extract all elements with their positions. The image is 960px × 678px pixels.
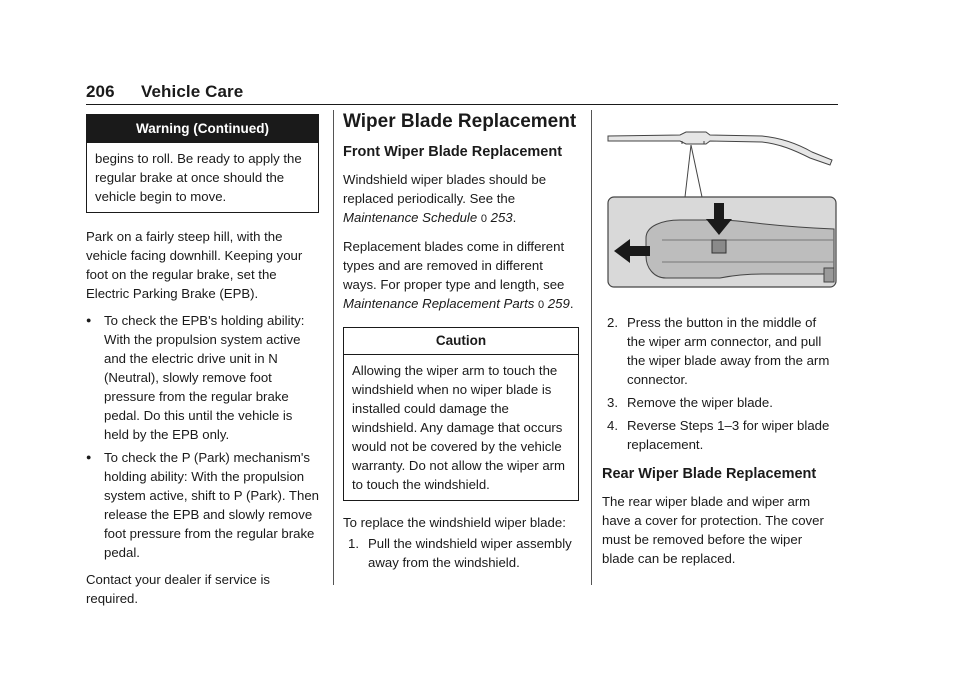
column-1 [86,114,319,616]
column-divider-left [333,110,334,585]
section-title: Wiper Blade Replacement [343,111,577,132]
callout-lines [685,145,702,197]
list-item: 2. Press the button in the middle of the wiper arm connector, and pull the wiper blade away from the arm connector. [607,315,830,387]
replacement-interval-paragraph: Windshield wiper blades should be replaced periodically. See the Maintenance Schedule 0 253. [343,172,547,225]
list-item: ● To check the P (Park) mechanism's holding ability: With the propulsion system active, shift to P (Park). Then release the EPB and slowly remove foot pressure from the regular brake pedal. [86,448,319,562]
caution-title: Caution [344,328,578,355]
hill-test-paragraph: Park on a fairly steep hill, with the vehicle facing downhill. Keeping your foot on the regular brake, set the Electric Parking Brake (EPB). [86,229,303,301]
warning-title: Warning (Continued) [87,115,318,143]
column-3 [602,128,838,576]
maintenance-replacement-parts-link[interactable]: Maintenance Replacement Parts [343,296,535,311]
front-wiper-heading: Front Wiper Blade Replacement [343,144,563,160]
column-2 [343,110,579,576]
caution-text: Allowing the wiper arm to touch the windshield when no wiper blade is installed could damage the windshield. Any damage that occurs would not be covered by the vehicle warranty. Do not allow the wiper arm to touch the windshield. [352,363,566,492]
column-divider-right [591,110,592,585]
list-item: 4. Reverse Steps 1–3 for wiper blade replacement. [607,418,830,452]
release-button [712,240,726,253]
wiper-arm-drawing [608,132,832,165]
bullet-list [86,311,319,562]
warning-box [86,114,319,213]
warning-text: begins to roll. Be ready to apply the regular brake at once should the vehicle begin to move. [95,151,302,204]
caution-box [343,327,579,501]
page-ref-arrow-icon: 0 [538,299,545,311]
page-ref-arrow-icon: 0 [480,213,487,225]
rear-wiper-heading: Rear Wiper Blade Replacement [602,466,817,482]
steps-list-continued [602,313,838,454]
list-item: 1. Pull the windshield wiper assembly away from the windshield. [348,536,572,570]
wiper-illustration [602,128,838,293]
page-ref-number[interactable]: 259 [547,296,570,311]
page-header [86,82,243,102]
list-item: 3. Remove the wiper blade. [607,395,773,410]
page-number: 206 [86,82,115,101]
maintenance-schedule-link[interactable]: Maintenance Schedule [343,210,478,225]
steps-list [343,534,579,572]
wiper-connector-detail [646,220,834,282]
page-title: Vehicle Care [141,82,244,101]
blade-types-paragraph: Replacement blades come in different types and are removed in different ways. For proper type and length, see Maintenance Replacement Parts 0 259. [343,239,574,311]
page-ref-number[interactable]: 253 [490,210,513,225]
steps-intro: To replace the windshield wiper blade: [343,515,566,530]
header-divider [86,104,838,105]
rear-wiper-paragraph: The rear wiper blade and wiper arm have a cover for protection. The cover must be removed before the wiper blade can be replaced. [602,494,824,566]
list-item: ● To check the EPB's holding ability: With the propulsion system active and the electric drive unit in N (Neutral), slowly remove foot pressure from the regular brake pedal. Do this until the vehicle is held by the EPB only. [86,311,319,444]
contact-dealer-paragraph: Contact your dealer if service is required. [86,572,270,606]
